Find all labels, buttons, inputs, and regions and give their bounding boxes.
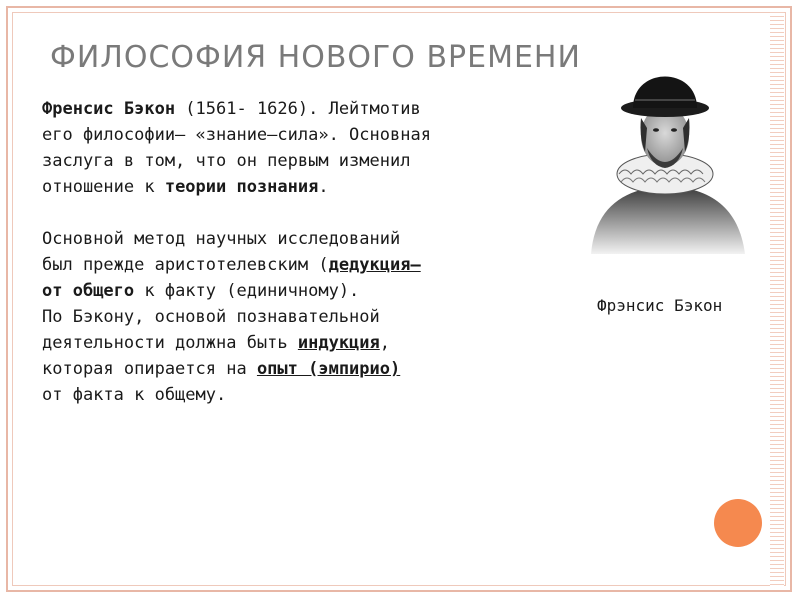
text-span: , <box>379 333 391 353</box>
francis-bacon-portrait-icon <box>583 48 751 254</box>
theory-of-knowledge: теории познания <box>164 177 319 197</box>
body-text <box>42 96 542 408</box>
text-span: отношение к <box>42 177 165 197</box>
text-line <box>42 278 542 304</box>
accent-circle <box>714 499 762 547</box>
text-span: (1561- 1626). Лейтмотив <box>175 99 421 119</box>
text-line <box>42 96 542 122</box>
portrait-caption: Фрэнсис Бэкон <box>597 296 723 315</box>
portrait-image <box>583 48 751 254</box>
text-line: Основной метод научных исследований <box>42 229 401 249</box>
text-line <box>42 174 542 200</box>
text-line <box>42 356 542 382</box>
text-line <box>42 252 542 278</box>
slide-title: ФИЛОСОФИЯ НОВОГО ВРЕМЕНИ <box>50 40 581 75</box>
text-line: его философии– «знание–сила». Основная <box>42 125 431 145</box>
text-line: По Бэкону, основой познавательной <box>42 307 380 327</box>
text-line: заслуга в том, что он первым изменил <box>42 151 411 171</box>
paragraph-gap <box>42 200 542 226</box>
deduction-term: дедукция– <box>328 255 421 275</box>
decorative-stripes <box>770 12 784 586</box>
induction-term: индукция <box>297 333 380 353</box>
text-span: был прежде аристотелевским ( <box>42 255 329 275</box>
text-span: деятельности должна быть <box>42 333 298 353</box>
text-span: . <box>318 177 329 197</box>
bacon-name: Френсис Бэкон <box>42 99 176 119</box>
text-line: от факта к общему. <box>42 385 227 405</box>
from-general-term: от общего <box>42 281 135 301</box>
text-span: к факту (единичному). <box>134 281 360 301</box>
text-span: которая опирается на <box>42 359 257 379</box>
text-line <box>42 330 542 356</box>
experience-term: опыт (эмпирио) <box>256 359 401 379</box>
